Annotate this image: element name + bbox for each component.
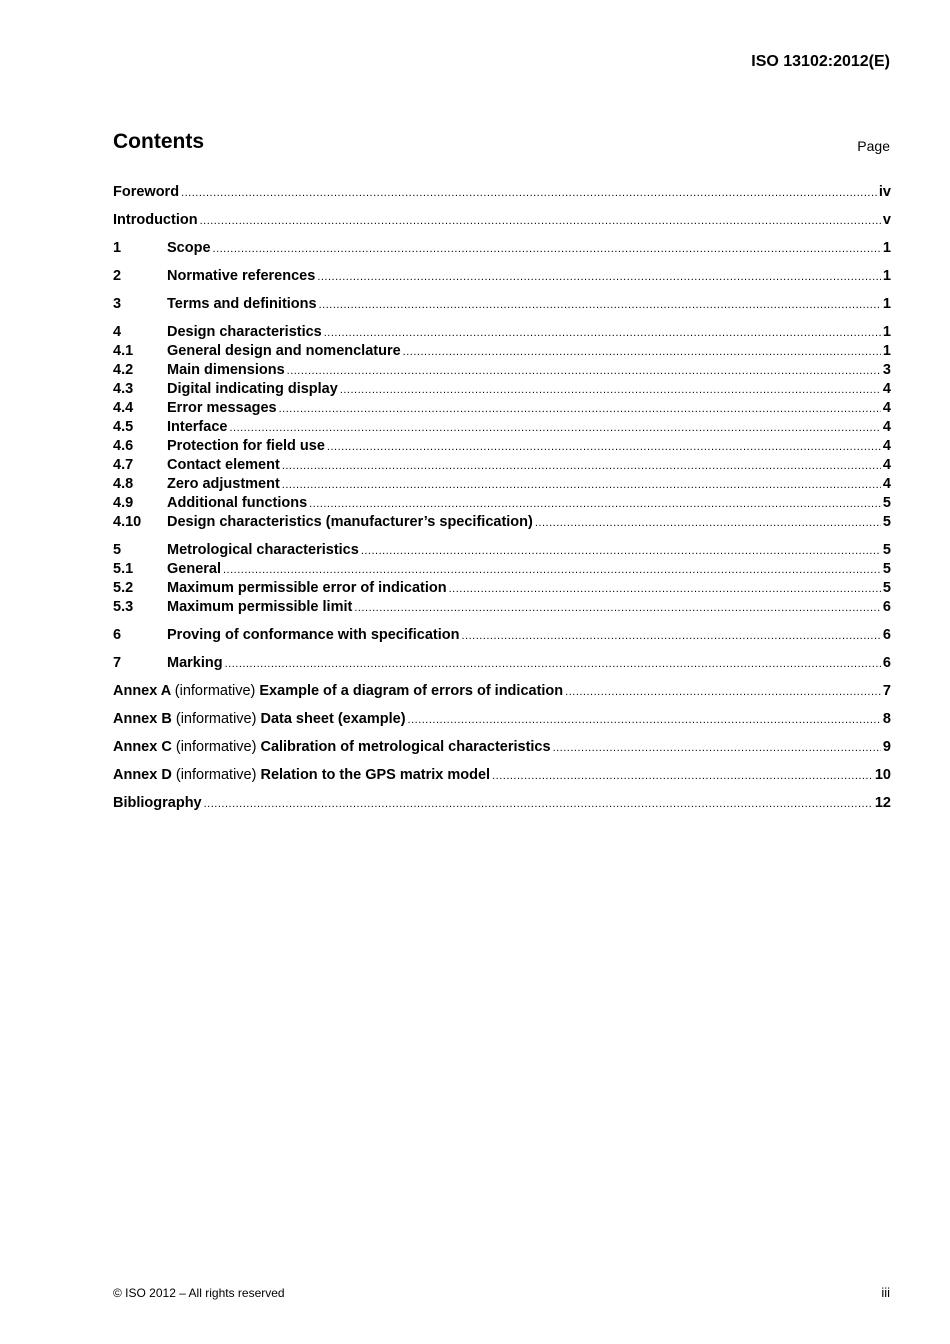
document-code: ISO 13102:2012(E) (751, 53, 890, 70)
toc-entry-number: 5.1 (113, 561, 134, 577)
toc-entry-number: 3 (113, 296, 122, 312)
toc-entry[interactable] (113, 494, 891, 513)
toc-entry-number: 4.4 (113, 400, 134, 416)
dot-leader (565, 683, 881, 702)
dot-leader (279, 400, 881, 419)
toc-entry-page: 6 (882, 627, 891, 643)
copyright-notice: © ISO 2012 – All rights reserved (113, 1286, 285, 1300)
toc-entry-page: 3 (882, 362, 891, 378)
annex-type: (informative) (174, 683, 256, 699)
toc-entry-page: 4 (882, 476, 891, 492)
toc-entry[interactable] (113, 456, 891, 475)
toc-entry-number: 4.8 (113, 476, 134, 492)
toc-annex-entry[interactable] (113, 710, 891, 729)
annex-type: (informative) (175, 711, 257, 727)
toc-entry[interactable] (113, 541, 891, 560)
toc-entry-page: 5 (882, 495, 891, 511)
toc-entry-page: 1 (882, 296, 891, 312)
page-column-label: Page (857, 138, 890, 154)
toc-entry-title[interactable]: Zero adjustment (167, 476, 280, 492)
dot-leader (535, 514, 881, 533)
annex-title: Relation to the GPS matrix model (260, 767, 491, 783)
dot-leader (181, 184, 877, 203)
toc-annex-page: 7 (882, 683, 891, 699)
contents-heading: Contents (113, 130, 204, 153)
toc-entry[interactable] (113, 437, 891, 456)
dot-leader (282, 457, 881, 476)
toc-entry-page: 4 (882, 457, 891, 473)
toc-entry-number: 1 (113, 240, 122, 256)
toc-entry[interactable] (113, 239, 891, 258)
toc-entry-number: 4.10 (113, 514, 142, 530)
toc-entry[interactable] (113, 361, 891, 380)
toc-entry-page: 4 (882, 400, 891, 416)
bibliography-title[interactable]: Bibliography (113, 795, 202, 811)
toc-entry-number: 4.5 (113, 419, 134, 435)
dot-leader (223, 561, 881, 580)
dot-leader (287, 362, 881, 381)
toc-entry-title[interactable]: General design and nomenclature (167, 343, 401, 359)
page-number: iii (881, 1285, 890, 1300)
dot-leader (461, 627, 880, 646)
toc-entry-number: 5.3 (113, 599, 134, 615)
toc-entry-title[interactable]: Terms and definitions (167, 296, 317, 312)
toc-annex-title[interactable] (113, 738, 551, 757)
toc-entry-number: 5.2 (113, 580, 134, 596)
toc-entry[interactable] (113, 267, 891, 286)
dot-leader (225, 655, 881, 674)
toc-annex-entry[interactable] (113, 766, 891, 785)
toc-entry[interactable] (113, 342, 891, 361)
toc-annex-page: 8 (882, 711, 891, 727)
toc-entry-title[interactable]: Proving of conformance with specification (167, 627, 460, 643)
toc-entry[interactable] (113, 654, 891, 673)
annex-title: Calibration of metrological characteristics (260, 739, 551, 755)
bibliography-page: 12 (874, 795, 891, 811)
toc-entry-page: v (882, 212, 891, 228)
toc-entry-title[interactable]: Foreword (113, 184, 180, 200)
toc-entry-title[interactable]: Metrological characteristics (167, 542, 359, 558)
dot-leader (213, 240, 881, 259)
toc-entry[interactable] (113, 399, 891, 418)
toc-entry-title[interactable]: Normative references (167, 268, 316, 284)
toc-entry-page: 1 (882, 240, 891, 256)
dot-leader (354, 599, 881, 618)
toc-entry-title[interactable]: Design characteristics (167, 324, 322, 340)
dot-leader (361, 542, 881, 561)
toc-entry-title[interactable]: General (167, 561, 221, 577)
toc-entry-page: 1 (882, 343, 891, 359)
toc-entry-page: 6 (882, 655, 891, 671)
toc-entry-number: 4.2 (113, 362, 134, 378)
toc-entry-page: 6 (882, 599, 891, 615)
toc-annex-title[interactable] (113, 682, 563, 701)
toc-entry-page: 5 (882, 561, 891, 577)
toc-entry[interactable] (113, 560, 891, 579)
annex-title: Example of a diagram of errors of indication (259, 683, 564, 699)
toc-entry-title[interactable]: Contact element (167, 457, 280, 473)
annex-label: Annex D (113, 767, 172, 783)
toc-entry[interactable] (113, 211, 891, 230)
toc-entry-title[interactable]: Introduction (113, 212, 198, 228)
dot-leader (449, 580, 881, 599)
toc-entry[interactable] (113, 579, 891, 598)
annex-label: Annex A (113, 683, 171, 699)
dot-leader (324, 324, 881, 343)
toc-annex-title[interactable] (113, 766, 490, 785)
toc-entry-title[interactable]: Additional functions (167, 495, 308, 511)
toc-entry[interactable] (113, 380, 891, 399)
toc-entry-page: 1 (882, 268, 891, 284)
dot-leader (553, 739, 881, 758)
toc-entry-number: 4.7 (113, 457, 134, 473)
dot-leader (340, 381, 881, 400)
toc-entry-page: 5 (882, 542, 891, 558)
toc-annex-page: 10 (874, 767, 891, 783)
toc-entry-page: 1 (882, 324, 891, 340)
annex-title: Data sheet (example) (260, 711, 406, 727)
toc-entry-number: 4.6 (113, 438, 134, 454)
toc-entry-title[interactable]: Protection for field use (167, 438, 325, 454)
toc-entry[interactable] (113, 323, 891, 342)
dot-leader (204, 795, 873, 814)
toc-entry[interactable] (113, 513, 891, 532)
toc-entry-number: 2 (113, 268, 122, 284)
toc-entry-title[interactable]: Marking (167, 655, 223, 671)
toc-annex-entry[interactable] (113, 738, 891, 757)
table-of-contents (113, 183, 891, 813)
annex-label: Annex B (113, 711, 172, 727)
toc-entry-title[interactable]: Scope (167, 240, 211, 256)
toc-entry[interactable] (113, 183, 891, 202)
dot-leader (327, 438, 881, 457)
dot-leader (309, 495, 881, 514)
toc-entry-number: 4.3 (113, 381, 134, 397)
toc-entry-page: 4 (882, 419, 891, 435)
dot-leader (229, 419, 880, 438)
toc-entry[interactable] (113, 475, 891, 494)
dot-leader (200, 212, 881, 231)
toc-annex-page: 9 (882, 739, 891, 755)
toc-entry-number: 4.1 (113, 343, 134, 359)
toc-entry-number: 7 (113, 655, 122, 671)
toc-annex-title[interactable] (113, 710, 406, 729)
toc-entry-page: 5 (882, 580, 891, 596)
toc-entry-title[interactable]: Main dimensions (167, 362, 285, 378)
toc-entry-page: 4 (882, 438, 891, 454)
toc-entry-title[interactable]: Design characteristics (manufacturer’s specification) (167, 514, 533, 530)
dot-leader (408, 711, 881, 730)
toc-entry-title[interactable]: Maximum permissible error of indication (167, 580, 447, 596)
toc-entry-number: 5 (113, 542, 122, 558)
annex-type: (informative) (175, 767, 257, 783)
toc-entry-page: iv (878, 184, 891, 200)
annex-label: Annex C (113, 739, 172, 755)
toc-entry-title[interactable]: Interface (167, 419, 228, 435)
toc-entry-number: 4.9 (113, 495, 134, 511)
toc-entry-page: 5 (882, 514, 891, 530)
annex-type: (informative) (175, 739, 257, 755)
dot-leader (317, 268, 881, 287)
toc-entry-number: 4 (113, 324, 122, 340)
toc-entry-title[interactable]: Digital indicating display (167, 381, 338, 397)
dot-leader (282, 476, 881, 495)
toc-entry-title[interactable]: Error messages (167, 400, 277, 416)
dot-leader (319, 296, 881, 315)
toc-entry[interactable] (113, 626, 891, 645)
toc-entry[interactable] (113, 418, 891, 437)
toc-entry[interactable] (113, 598, 891, 617)
dot-leader (492, 767, 873, 786)
toc-entry-page: 4 (882, 381, 891, 397)
toc-entry-number: 6 (113, 627, 122, 643)
toc-bibliography-entry[interactable] (113, 794, 891, 813)
toc-entry-title[interactable]: Maximum permissible limit (167, 599, 353, 615)
toc-entry[interactable] (113, 295, 891, 314)
dot-leader (403, 343, 881, 362)
toc-annex-entry[interactable] (113, 682, 891, 701)
